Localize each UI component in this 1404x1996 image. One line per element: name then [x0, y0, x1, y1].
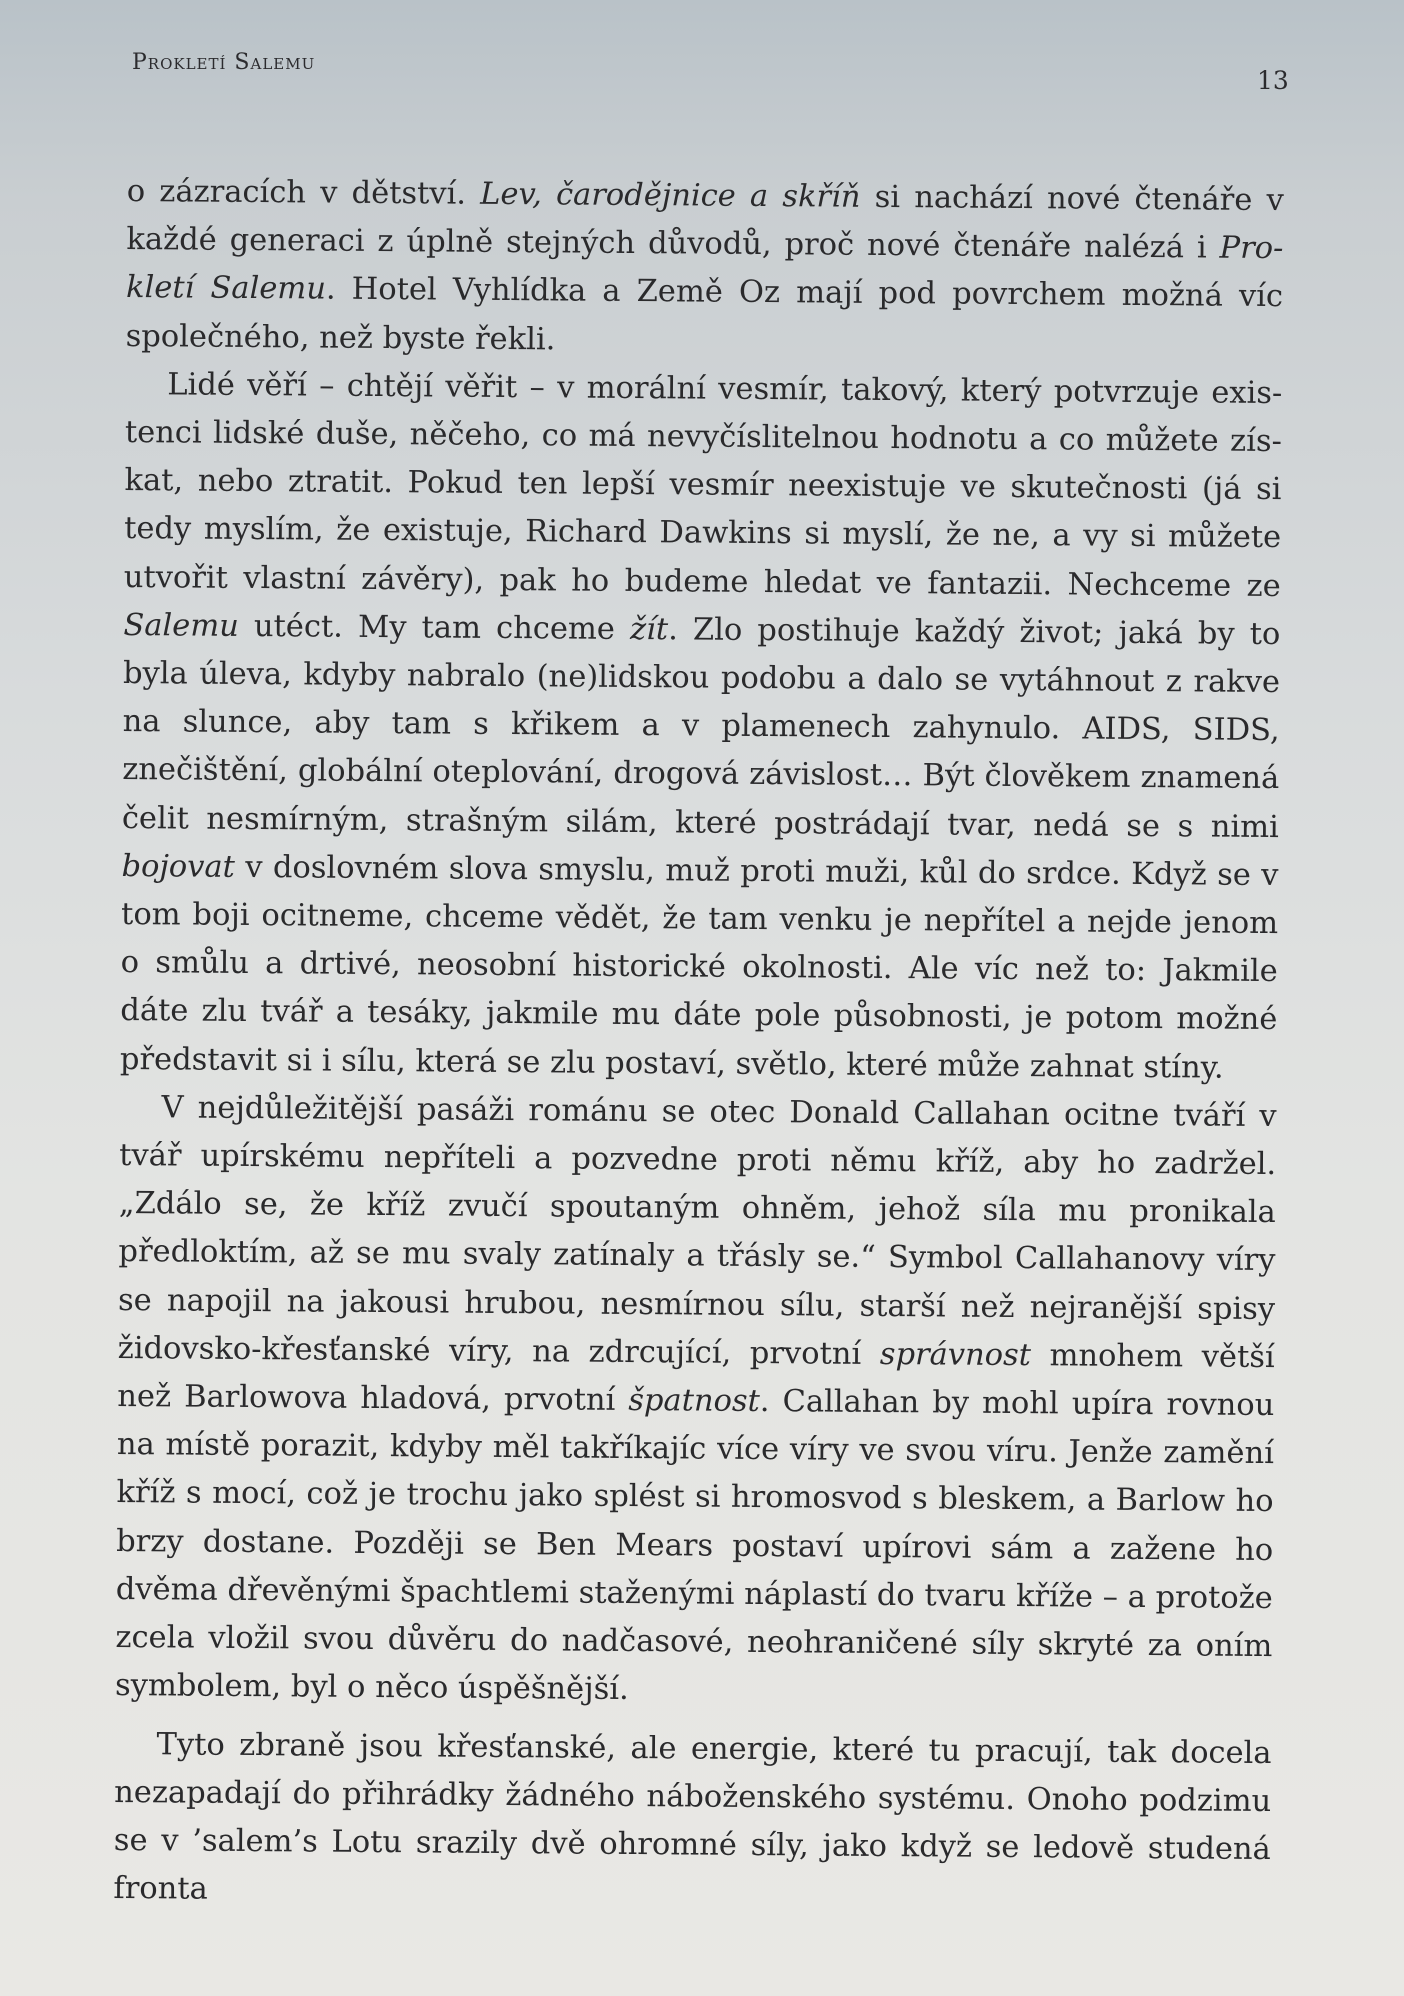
text-segment: . Callahan by mohl upíra rovnou na místě porazit, kdyby měl takříkajíc více víry ve svou víru. Jenže zamění kříž s mocí, což je trochu jako splést si hromosvod s bleskem, a Barlow ho brzy dostane. Později se Ben Mears postaví upírovi sám a zažene ho dvěma dřevěnými špachtlemi staženými náplastí do tvaru kříže – a protože zcela vložil svou důvěru do nadčasové, neohraničené síly skryté za oním symbolem, byl o něco úspěšnější. [114, 1384, 1275, 1708]
text-segment: mnohem větší než Barlowova hladová, prvotní [117, 1338, 1275, 1419]
text-segment: Lidé věří – chtějí věřit – v morální vesmír, takový, který potvrzuje existenci lidské duše, něčeho, co má nevyčíslitelnou hodnotu a co můžete získat, nebo ztratit. Pokud ten lepší vesmír neexistuje ve skutečnosti (já si tedy myslím, že existuje, Richard Dawkins si myslí, že ne, a vy si můžete utvořit vlastní závěry), pak ho budeme hledat ve fantazii. Nechceme ze [123, 367, 1283, 604]
emphasis-italic: špatnost [628, 1383, 760, 1420]
text-segment: V nejdůležitější pasáži románu se otec Donald Callahan ocitne tváří v tvář upírskému nepříteli a pozvedne proti němu kříž, aby ho zadržel. „Zdálo se, že kříž zvučí spoutaným ohněm, jehož síla mu pronikala předloktím, až se mu svaly zatínaly a třásly se.“ Symbol Callahanovy víry se napojil na jakousi hrubou, nesmírnou sílu, starší než nejranější spisy židovsko-křesťanské víry, na zdrcující, prvotní [117, 1090, 1277, 1372]
book-title-italic: Prokletí Salemu [125, 230, 1284, 307]
body-text [113, 168, 1284, 1922]
paragraph-1 [125, 168, 1283, 370]
text-segment: . Zlo postihuje každý život; jaká by to byla úleva, kdyby nabralo (ne)lidskou podobu a dalo se vytáhnout z rakve na slunce, aby tam s křikem a v plamenech zahynulo. AIDS, SIDS, znečištění, globální oteplování, drogová závislost… Být člověkem znamená čelit nesmírným, strašným silám, které postrádají tvar, nedá se s nimi [121, 612, 1281, 845]
page-number: 13 [1257, 66, 1289, 95]
paragraph-4 [113, 1720, 1271, 1922]
paragraph-2 [120, 361, 1283, 1093]
text-segment: utéct. My tam chceme [238, 608, 631, 647]
text-segment: v doslovném slova smyslu, muž proti muži, kůl do srdce. Když se v tom boji ocitneme, chceme vědět, že tam venku je nepřítel a nejde jenom o smůlu a drtivé, neosobní historické okolnosti. Ale víc než to: Jakmile dáte zlu tvář a tesáky, jakmile mu dáte pole působnosti, je potom možné představit si i sílu, která se zlu postaví, světlo, které může zahnat stíny. [119, 849, 1279, 1086]
text-segment: . Hotel Vyhlídka a Země Oz mají pod povrchem možná víc společného, než byste řekli. [125, 271, 1284, 357]
book-title-italic: Lev, čarodějnice a skříň [480, 176, 861, 215]
emphasis-italic: bojovat [121, 848, 236, 885]
text-segment: Tyto zbraně jsou křesťanské, ale energie, které tu pracují, tak docela nezapadají do přihrádky žádného náboženského systému. Onoho podzimu se v ’salem’s Lotu srazily dvě ohromné síly, jako když se ledově studená fronta [113, 1726, 1272, 1907]
emphasis-italic: Salemu [123, 607, 239, 644]
emphasis-italic: žít [629, 611, 669, 648]
text-segment: si nachází nové čtenáře v každé generaci z úplně stejných důvodů, proč nové čtenáře nalézá i [126, 179, 1284, 266]
emphasis-italic: správnost [879, 1336, 1032, 1374]
text-segment: o zázracích v dětství. [126, 173, 481, 212]
paragraph-3 [115, 1084, 1277, 1720]
running-head-title: Prokletí Salemu [132, 50, 316, 75]
